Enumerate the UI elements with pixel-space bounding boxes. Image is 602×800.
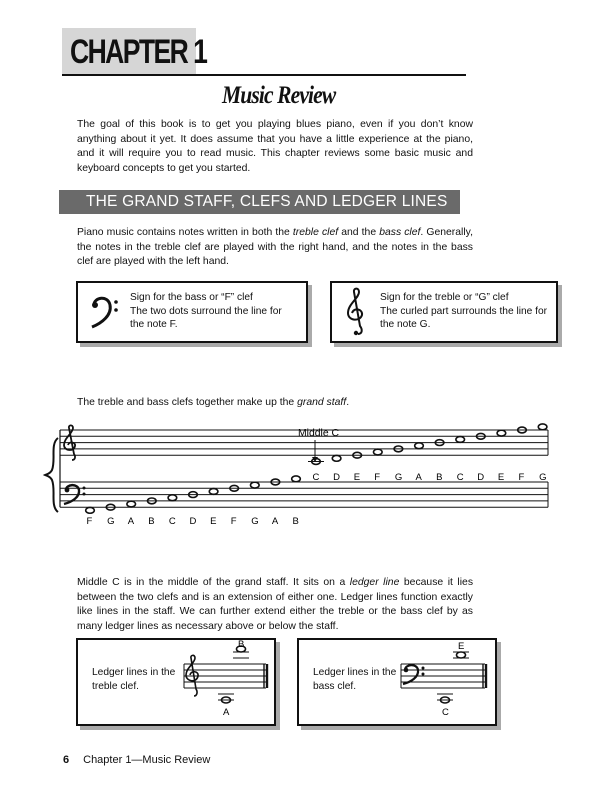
bass-note bbox=[292, 476, 301, 482]
ledger-line-term: ledger line bbox=[349, 577, 400, 588]
bass-box-line-1: Sign for the bass or “F” clef bbox=[130, 292, 253, 303]
treble-note-letter: E bbox=[497, 472, 505, 483]
treble-clef-box bbox=[330, 281, 558, 343]
bass-note bbox=[127, 501, 136, 507]
bass-note bbox=[251, 482, 260, 488]
page-number: 6 bbox=[63, 754, 70, 766]
bass-note-letter: A bbox=[127, 516, 135, 527]
treble-note bbox=[332, 455, 341, 461]
treble-note-letter: B bbox=[436, 472, 443, 483]
treble-note bbox=[538, 424, 547, 430]
bass-note-letter: A bbox=[271, 516, 279, 527]
treble-ledger-top-note: B bbox=[238, 640, 245, 650]
bass-ledger-box bbox=[297, 638, 497, 726]
treble-note-letter: G bbox=[394, 472, 403, 483]
bass-ledger-line-1: Ledger lines in the bbox=[313, 667, 397, 678]
clefs-paragraph bbox=[77, 226, 473, 270]
treble-note bbox=[497, 430, 506, 436]
middle-c-text-1: Middle C is in the middle of the grand staff. It sits on a bbox=[77, 577, 350, 588]
treble-box-line-1: Sign for the treble or “G” clef bbox=[380, 292, 509, 303]
treble-note bbox=[374, 449, 383, 455]
bass-note bbox=[86, 507, 95, 513]
bass-note-letter: F bbox=[86, 516, 93, 527]
footer-text: Chapter 1—Music Review bbox=[83, 754, 211, 766]
treble-box-line-3: the note G. bbox=[380, 319, 431, 330]
clefs-text-3: . Generally, the notes in the treble clef are played with the right hand, and the notes in the bass clef are played with the left hand. bbox=[77, 227, 473, 267]
chapter-label: CHAPTER 1 bbox=[70, 33, 207, 71]
bass-note-letter: E bbox=[210, 516, 217, 527]
bass-note-letter: G bbox=[251, 516, 259, 527]
bass-clef-icon bbox=[86, 291, 126, 331]
grand-staff-diagram bbox=[0, 420, 602, 532]
middle-c-paragraph bbox=[77, 576, 473, 634]
bass-note bbox=[209, 489, 218, 495]
treble-note-letter: C bbox=[456, 472, 464, 483]
page-footer bbox=[63, 754, 210, 766]
staff-lines bbox=[60, 430, 548, 507]
middle-c-label: Middle C bbox=[298, 428, 339, 439]
bass-note-letter: F bbox=[230, 516, 237, 527]
grand-staff-term: grand staff bbox=[297, 397, 347, 408]
middle-c-text-2: because it lies between the two clefs and is an extension of either one. Ledger lines function exactly like lines in the staff. We can further extend either the treble or the bass clef by as many ledger lines as necessary above or below the staff. bbox=[77, 577, 474, 632]
treble-note bbox=[415, 443, 424, 449]
section-heading: THE GRAND STAFF, CLEFS AND LEDGER LINES bbox=[86, 193, 448, 210]
treble-note-letter: G bbox=[539, 472, 547, 483]
treble-ledger-box bbox=[76, 638, 276, 726]
bass-clef-box bbox=[76, 281, 308, 343]
bass-ledger-top-note: E bbox=[458, 641, 465, 652]
bass-box-line-3: the note F. bbox=[130, 319, 178, 330]
bass-note bbox=[168, 495, 177, 501]
staff-brace bbox=[45, 438, 58, 512]
intro-paragraph: The goal of this book is to get you playing blues piano, even if you don’t know anything about it yet. It does assume that you have a little experience at the piano, and it will require you to read music. This chapter reviews some basic music and keyboard concepts to get you started. bbox=[77, 119, 473, 174]
treble-clef-term: treble clef bbox=[292, 227, 339, 238]
treble-ledger-line-1: Ledger lines in the bbox=[92, 667, 176, 678]
grand-staff-text: The treble and bass clefs together make up the bbox=[77, 397, 298, 408]
bass-note-letter: B bbox=[148, 516, 155, 527]
grand-staff-intro bbox=[77, 397, 349, 408]
bass-ledger-line-2: bass clef. bbox=[313, 680, 357, 692]
treble-note-letter: A bbox=[415, 472, 422, 483]
clefs-text-2: and the bbox=[338, 227, 380, 238]
bass-clef-term: bass clef bbox=[379, 227, 421, 238]
treble-note-letter: F bbox=[374, 472, 381, 483]
treble-note-letter: E bbox=[353, 472, 361, 483]
treble-box-line-2: The curled part surrounds the line for bbox=[380, 305, 548, 317]
bass-box-line-2: The two dots surround the line for bbox=[130, 305, 282, 317]
treble-note-letter: D bbox=[333, 472, 340, 483]
clefs-text-1: Piano music contains notes written in both the bbox=[77, 227, 293, 238]
treble-clef-icon bbox=[342, 286, 374, 338]
treble-ledger-line-2: treble clef. bbox=[92, 680, 139, 692]
treble-note bbox=[456, 437, 465, 443]
page-title: Music Review bbox=[222, 82, 336, 109]
ledger-bass-clef-icon bbox=[403, 665, 425, 684]
bass-ledger-staff bbox=[395, 640, 495, 722]
grand-staff-end: . bbox=[346, 397, 350, 408]
treble-ledger-bottom-note: A bbox=[223, 707, 230, 718]
bass-note-letter: D bbox=[189, 516, 197, 527]
bass-note-letter: G bbox=[107, 516, 115, 527]
treble-note-letter: C bbox=[312, 472, 320, 483]
treble-note-letter: F bbox=[518, 472, 525, 483]
chapter-rule bbox=[62, 74, 466, 76]
bass-note-letter: B bbox=[292, 516, 299, 527]
treble-ledger-staff bbox=[178, 640, 274, 722]
bass-ledger-bottom-note: C bbox=[442, 707, 449, 718]
bass-note-letter: C bbox=[168, 516, 176, 527]
treble-note-letter: D bbox=[477, 472, 485, 483]
